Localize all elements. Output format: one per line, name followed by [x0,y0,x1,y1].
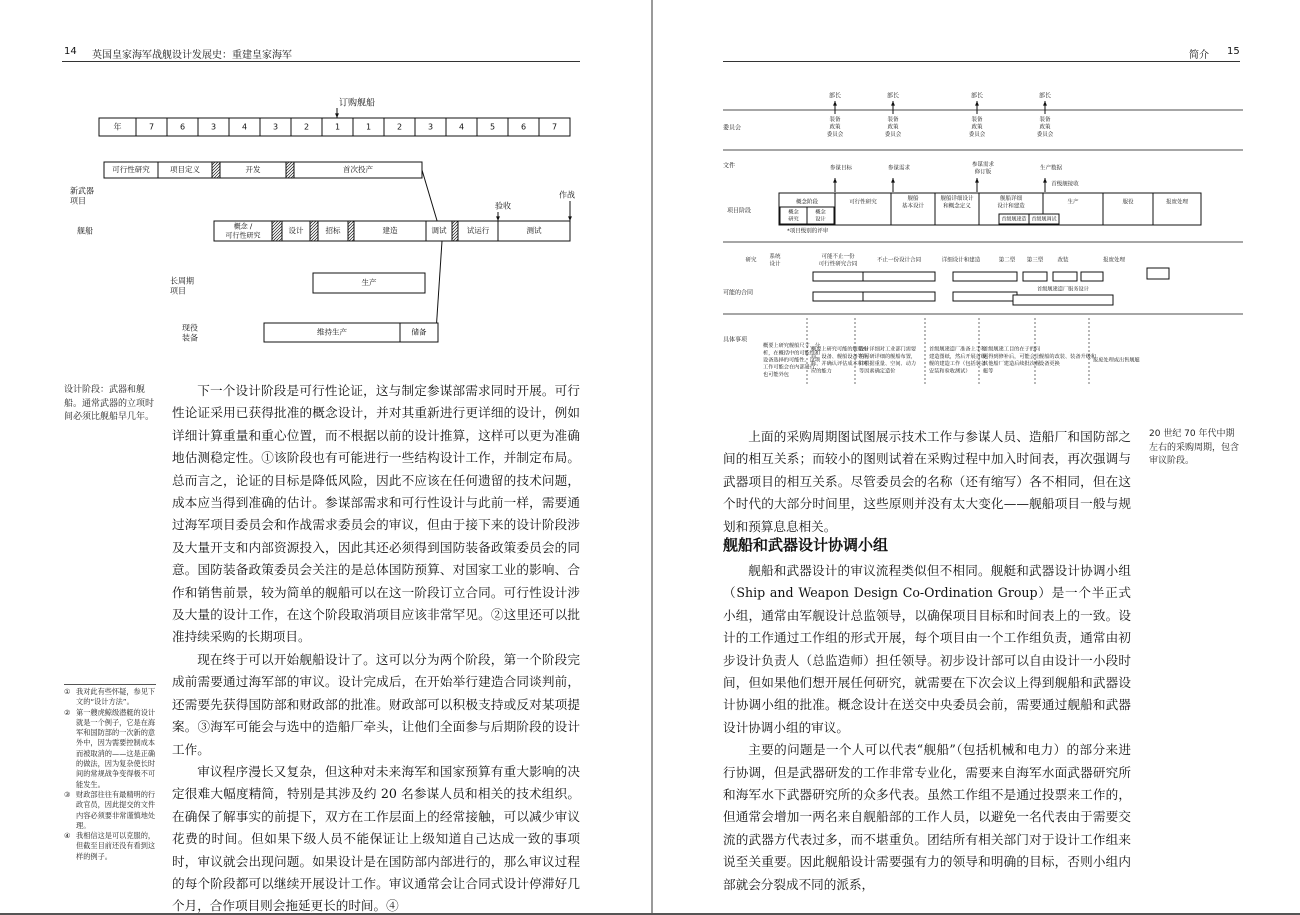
timeline-year-cell-label: 4 [241,122,248,132]
timeline-year-cell-label: 2 [396,122,403,132]
committee-group: 政策 [1039,124,1051,131]
detail-text: 设计详细对工业部门需要 [859,346,917,353]
detail-text: 等因素确定造价 [859,368,896,375]
row-label: 现役 [182,323,198,333]
detail-text: 设备更换 [1039,361,1060,368]
detail-text: 析，在概括中的可能性和 [763,350,821,357]
stage-box [1153,193,1201,225]
existing-stage-label: 储备 [411,327,427,337]
left-body [172,380,580,915]
chart-title: 订购舰船 [338,98,376,109]
arrow-head [335,113,339,118]
row-label: 委员会 [723,124,742,132]
contract-box-box [863,292,935,301]
detail-text: 概要上研究舰船尺寸、分 [763,343,821,350]
ship-stage-label: 建造 [382,226,398,235]
detail-text: 局、设备、舰船设备等指 [811,353,869,360]
contract-label: 第二型 [998,257,1016,264]
detail-text: 安装和验收测试） [929,368,971,375]
committee-group: 委员会 [884,132,902,138]
paragraph: 上面的采购周期图试图展示技术工作与参谋人员、造船厂和国防部之间的相互关系；而较小的图则试着在采购过程中加入时间表，再次强调与武器项目的相互关系。尽管委员会的名称（还有缩写）各不相同，但在这个时代的大部分时间里，这些原则并没有太大变化——舰船项目一般与规划和预算息息相关。 [723,429,1131,534]
timeline-year-cell-label: 7 [551,122,558,132]
sub-stage-label: 首级舰建造 [1001,216,1027,223]
detail-text: 建造图纸，然后开展首级 [929,353,987,360]
timeline-year-cell-label: 1 [365,122,372,132]
row-label: 项目 [170,286,186,296]
row-label: 具体事项 [723,336,748,344]
timeline-year-cell-label: 5 [489,122,496,132]
timeline-year-cell-label: 6 [520,122,527,132]
procurement-timeline-chart [62,90,582,352]
ship-stage-label: 招标 [325,226,341,235]
timeline-year-cell-label: 2 [303,122,310,132]
detail-text: 题得到修补后，可能会让 [983,353,1041,360]
header-rule [62,61,580,62]
detail-text: 工作可能会在内部进行， [763,364,821,371]
contract-box-box [1147,268,1169,279]
contract-label: 设计 [769,261,781,268]
detail-text: 概要上研究可能的舰船布 [811,346,869,353]
detail-text: 报废处理或出售舰艇 [1093,357,1140,364]
contract-box-box [1081,272,1103,281]
section-title: 舰船和武器设计协调小组 [723,536,889,554]
document-label: 修订版 [974,169,992,176]
arrow-head [1043,101,1047,106]
right-sidenote: 20 世纪 70 年代中期左右的采购周期，包含审议阶段。 [1149,429,1240,466]
ship-stage-label: 设计 [288,226,304,235]
timeline-year-cell-label: 7 [148,122,155,132]
detail-text: 并根据重量、空间、动力 [859,361,917,368]
stage-label: 设计和建造 [997,203,1025,210]
row-label: 可能的合同 [723,289,754,297]
contract-box-box [813,272,863,281]
contract-label: 不止一份设计合同 [876,257,922,264]
right-intro [723,426,1131,538]
timeline-year-cell-label: 4 [458,122,465,132]
row-label: 项目 [70,196,86,206]
ship-stage-label: 调试 [431,226,447,235]
contract-box-box [953,272,1017,281]
paragraph: 下一个设计阶段是可行性论证，这与制定参谋部需求同时开展。可行性论证采用已获得批准的概念设计，并对其重新进行更详细的设计，例如详细计算重量和重心位置，而不根据以前的设计推算，这样可以更为准确地估测稳定性。①该阶段也有可能进行一些结构设计工作，并制定布局。总而言之，论证的目标是降低风险，因此不应该在任何遗留的技术问题，成本应当得到准确的估计。参谋部需求和可行性设计与此前一样，需要通过海军项目委员会和作战需求委员会的审议，但由于接下来的设计阶段涉及大量开支和内部资源投入，因此其还必须得到国防装备政策委员会的同意。国防装备政策委员会关注的是总体国防预算、对国家工业的影响、合作和销售前景，较为简单的舰船可以在这一阶段订立合同。可行性设计涉及大量的设计工作，在这个阶段取消项目应该非常罕见。②这里还可以批准持续采购的长期项目。 [172,383,580,645]
sub-stage-label: 研究 [788,216,799,223]
contract-label: 可能不止一份 [821,253,855,260]
detail-text: 舰船的改装、装备升级和 [1039,353,1097,360]
header-rule [723,61,1240,62]
footnotes [64,684,156,862]
chief-label: 部长 [1038,92,1052,100]
contract-box-box [1023,272,1047,281]
document-label: 参谋目标 [829,165,853,172]
detail-text: 首级舰建造厂准备上手和 [929,346,987,353]
detail-text: 其他船厂建造后续批次舰 [983,361,1041,368]
detail-text: 应的能力 [811,368,832,375]
first-ship-label: 首级舰接收 [1051,181,1079,188]
contract-label: 改装 [1057,257,1069,264]
committee-group: 委员会 [826,132,844,138]
arrow-head [891,178,895,183]
row-label: 新武器 [70,186,94,196]
ship-stage-label: 试运行 [466,226,490,235]
connector [436,241,442,332]
committee-group: 政策 [829,124,841,131]
detail-text: 舰的建造工作（包括装备 [929,361,987,368]
stage-label: 报废处理 [1165,199,1189,206]
stage-label: 生产 [1067,199,1079,206]
stage-label: 概念阶段 [795,199,819,206]
shipyard-label: 首级舰建造厂服务设计 [1037,286,1089,293]
detail-text: 标，并确认评估成本和对 [811,361,869,368]
note-label: *项目级别的评审 [787,228,829,235]
detail-text: 首级舰建工目的在于的问 [983,346,1041,353]
row-label: 舰船 [77,226,93,236]
chief-label: 部长 [828,92,842,100]
weapon-stage-label: 项目定义 [170,165,200,174]
left-page-number: 14 [64,46,77,57]
footnote: ④ 我相信这是可以克服的，但截至目前还没有看到这样的例子。 [64,831,156,861]
committee-group: 装备 [1039,117,1051,123]
contract-box-box [953,292,1017,301]
sub-stage-label: 设计 [815,216,826,223]
stage-box [1103,193,1153,225]
document-label: 参谋需求 [887,165,911,172]
paragraph: 舰船和武器设计的审议流程类似但不相同。舰艇和武器设计协调小组（Ship and Weapon Design Co-Ordination Group）是一个半正式小组，通常由军舰设计总监领导，以确保项目目标和时间表上的一致。设计的工作通过工作组的形式开展，每个项目由一个工作组负责，通常由初步设计负责人（总监造师）担任领导。初步设计部可以自由设计一小段时间，但如果他们想开展任何研究，就需要在下次会议上得到舰船和武器设计协调小组的批准。概念设计在送交中央委员会前，需要通过舰船和武器设计协调小组的审议。 [723,563,1131,735]
arrow-head [1043,178,1047,183]
committee-group: 委员会 [1036,132,1054,138]
contract-box-box [1013,295,1113,305]
paragraph: 主要的问题是一个人可以代表“舰船”（包括机械和电力）的部分来进行协调，但是武器研发的工作非常专业化，需要来自海军水面武器研究所和海军水下武器研究所的众多代表。虽然工作组不是通过投票来工作的，但通常会增加一两名来自舰船部的工作人员，以避免一名代表由于需要交流的武器方代表过多，而不堪重负。团结所有相关部门对于设计工作组来说至关重要。因此舰船设计需要强有力的领导和明确的目标，否则小组内部就会分裂成不同的派系， [723,742,1131,892]
contract-label: 研究 [745,257,757,264]
arrow-head [833,101,837,106]
connector [422,170,438,224]
arrow-head [891,101,895,106]
stage-label: 舰船详细设计 [940,195,974,202]
ship-stage-label: 概念 / [233,222,253,231]
stage-label: 和概念定义 [943,203,971,210]
stage-label: 可行性研究 [849,199,877,206]
footnote: ① 我对此有些怀疑，参见下文的“设计方法”。 [64,687,156,707]
right-page-number: 15 [1227,46,1240,57]
detail-text: 的可研详细的舰船布置， [859,353,917,360]
contract-label: 详细设计和建造 [941,257,981,264]
stage-label: 舰船详细 [999,195,1023,202]
stage-label: 基本设计 [901,203,925,210]
acceptance-label: 验收 [495,201,511,211]
sub-stage-label: 首级舰调试 [1031,216,1057,223]
right-body [723,560,1131,896]
detail-text: 艇等 [983,368,994,375]
timeline-year-cell-label: 1 [334,122,341,132]
sub-stage-label: 概念 [788,209,799,216]
row-label: 装备 [182,333,198,343]
arrow-head [975,178,979,183]
sub-stage-label: 概念 [815,209,826,216]
ship-stage-label: 测试 [526,226,542,235]
row-label: 文件 [723,162,736,170]
committee-group: 政策 [971,124,983,131]
longlead-stage-label: 生产 [361,278,377,287]
chief-label: 部长 [970,92,984,100]
right-page [653,0,1300,915]
weapon-stage-label: 可行性研究 [112,165,150,174]
committee-group: 装备 [971,117,983,123]
contract-box-box [1053,272,1077,281]
contract-label: 第三型 [1026,257,1044,264]
row-label: 项目阶段 [727,207,752,215]
weapon-stage-label: 首次投产 [343,165,373,174]
committee-group: 政策 [887,124,899,131]
contract-label: 报废处理 [1102,257,1126,264]
timeline-year-cell-label: 3 [427,122,434,132]
contract-label: 可行性研究合同 [818,261,858,268]
detail-text: 设备选择的可能性。这项 [763,357,821,364]
contract-box-box [813,292,863,301]
timeline-year-cell-label: 3 [210,122,217,132]
committee-group: 装备 [829,117,841,123]
arrow-head [833,178,837,183]
chief-label: 部长 [886,92,900,100]
left-running-title: 英国皇家海军战舰设计发展史：重建皇家海军 [92,50,292,61]
existing-stage-label: 维持生产 [317,327,347,337]
document-label: 参谋需求 [971,161,995,168]
row-label: 长周期 [170,276,194,286]
stage-box [835,193,891,225]
ship-stage-label: 可行性研究 [225,231,261,240]
detail-text: 也可能外包 [763,371,789,378]
timeline-year-cell-label: 3 [272,122,279,132]
timeline-year-cell-label: 6 [179,122,186,132]
paragraph: 审议程序漫长又复杂，但这种对未来海军和国家预算有重大影响的决定很难大幅度精简，特别是其涉及约 20 名参谋人员和相关的技术组织。在确保了解事实的前提下，双方在工作层面上的经常接触，可以减少审议花费的时间。但如果下级人员不能保证让上级知道自己达成一致的事项时，审议就会出现问题。如果设计是在国防部内部进行的，那么审议过程的每个阶段都可以继续开展设计工作。审议通常会让合同式设计停滞好几个月，合作项目则会拖延更长的时间。④ [172,763,580,914]
stage-label: 服役 [1122,199,1134,206]
right-running-title: 简介 [1189,50,1209,61]
timeline-year-cell-label: 年 [113,122,122,132]
document-label: 生产数据 [1039,165,1063,172]
weapon-stage-label: 开发 [245,165,261,174]
contract-box-box [863,272,935,281]
procurement-cycle-chart [723,90,1243,390]
committee-group: 装备 [887,117,899,123]
arrow-head [496,216,500,221]
arrow-head [568,216,572,221]
operations-label: 作战 [559,190,575,200]
contract-label: 系统 [769,253,781,260]
footnote: ② 第一艘虎鲸级潜艇的设计就是一个例子，它是在海军和国防部的一次新的意外中，因为需要控制成本而被取消的——这是正确的做法，因为复杂使长时间的常规战争变得极不可能发生。 [64,707,156,789]
footnote: ③ 财政部往往有最精明的行政官员，因此提交的文件内容必须要非常谨慎地处理。 [64,789,156,830]
paragraph: 现在终于可以开始舰船设计了。这可以分为两个阶段，第一个阶段完成前需要通过海军部的审议。设计完成后，在开始举行建造合同谈判前，还需要先获得国防部和财政部的批准。财政部可以积极支持或反对某项提案。③海军可能会与选中的造船厂牵头，让他们全面参与后期阶段的设计工作。 [172,651,580,757]
stage-label: 舰船 [907,195,919,202]
committee-group: 委员会 [968,132,986,138]
arrow-head [975,101,979,106]
left-sidenote: 设计阶段：武器和舰船。通常武器的立项时间必须比舰船早几年。 [64,385,155,422]
